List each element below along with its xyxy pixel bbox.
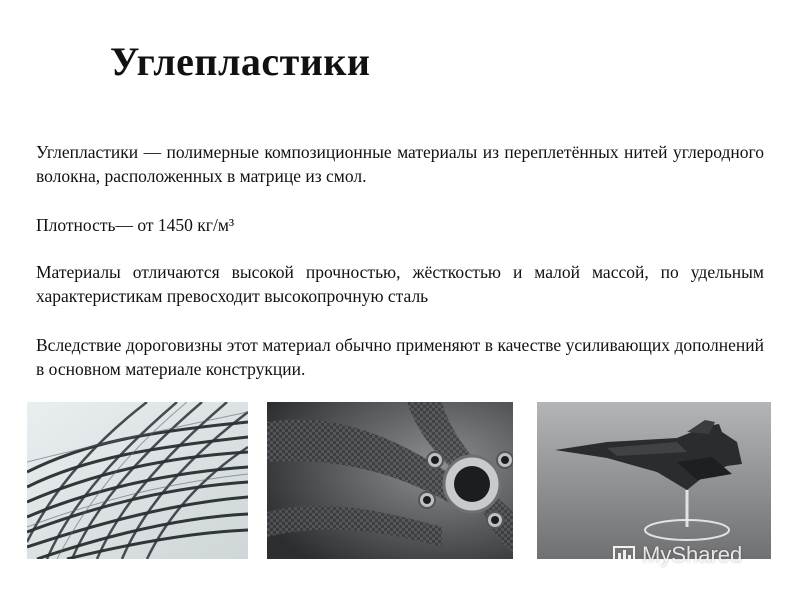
- slide-title: Углепластики: [110, 39, 371, 84]
- paragraph-density: Плотность— от 1450 кг/м³: [36, 215, 235, 235]
- carbon-fiber-weave-image: [27, 402, 248, 559]
- carbon-wheel-rim-image: [267, 402, 513, 559]
- paragraph-usage: Вследствие дороговизны этот материал обычно применяют в качестве усиливающих дополнений в основном материале конструкции.: [36, 335, 764, 379]
- paragraph-definition: Углепластики — полимерные композиционные материалы из переплетённых нитей углеродного волокна, расположенных в матрице из смол.: [36, 142, 764, 186]
- watermark-text: MyShared: [642, 542, 743, 567]
- watermark: [612, 541, 742, 569]
- myshared-logo-icon: [612, 543, 638, 567]
- paragraph-properties: Материалы отличаются высокой прочностью, жёсткостью и малой массой, по удельным характеристикам превосходит высокопрочную сталь: [36, 262, 764, 306]
- aircraft-model-image: [537, 402, 771, 559]
